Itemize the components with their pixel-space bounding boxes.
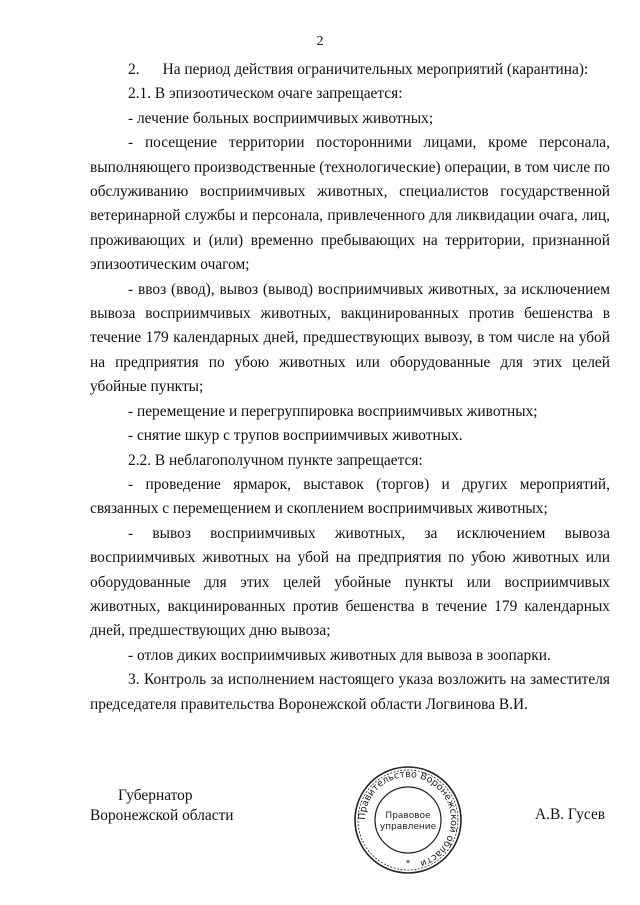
seal-star: * [405, 859, 411, 869]
list-item: - вывоз восприимчивых животных, за исключением вывоза восприимчивых животных на убой на предприятия по убою животных или оборудованные для этих целей убойные пункты или восприимчивых животных, вакцинированных против бешенства в течение 179 календарных дней, предшествующих дню вывоза; [90, 524, 610, 640]
list-item: - посещение территории посторонними лицами, кроме персонала, выполняющего производственные (технологические) операции, в том числе по обслуживанию восприимчивых животных, специалистов государственной ветеринарной службы и персонала, привлеченного для ликвидации очага, лиц, проживающих и (или) временно пребывающих на территории, признанной эпизоотическим очагом; [90, 134, 610, 274]
signatory-title-line1: Губернатор [118, 787, 193, 804]
signatory-name: А.В. Гусев [535, 806, 606, 823]
seal-ring-text: Правительство Воронежской области [356, 768, 460, 870]
official-seal [352, 764, 464, 876]
list-item: - перемещение и перегруппировка восприимчивых животных; [128, 402, 538, 420]
signatory-title-line2: Воронежской области [90, 807, 234, 824]
seal-center-line2: управление [379, 822, 437, 832]
list-item: - отлов диких восприимчивых животных для вывоза в зоопарки. [128, 646, 551, 664]
list-item: - лечение больных восприимчивых животных; [128, 109, 434, 127]
seal-center-line1: Правовое [385, 811, 431, 821]
page-number: 2 [316, 34, 324, 49]
paragraph-3: 3. Контроль за исполнением настоящего указа возложить на заместителя председателя правительства Воронежской области Логвинова В.И. [90, 671, 610, 713]
paragraph-2-1-heading: 2.1. В эпизоотическом очаге запрещается: [128, 85, 403, 103]
decree-body [90, 58, 610, 717]
list-item: - снятие шкур с трупов восприимчивых животных. [128, 427, 463, 445]
signatory-title [90, 786, 234, 826]
paragraph-2-2-heading: 2.2. В неблагополучном пункте запрещается: [128, 451, 423, 469]
paragraph-2-heading: 2. На период действия ограничительных мероприятий (карантина): [128, 61, 589, 78]
list-item: - проведение ярмарок, выставок (торгов) и других мероприятий, связанных с перемещением и скоплением восприимчивых животных; [90, 475, 610, 518]
list-item: - ввоз (ввод), вывоз (вывод) восприимчивых животных, за исключением вывоза восприимчивых животных, вакцинированных против бешенства в течение 179 календарных дней, предшествующих вывозу, в том числе на убой на предприятия по убою животных или оборудованные для этих целей убойные пункты; [90, 280, 610, 396]
